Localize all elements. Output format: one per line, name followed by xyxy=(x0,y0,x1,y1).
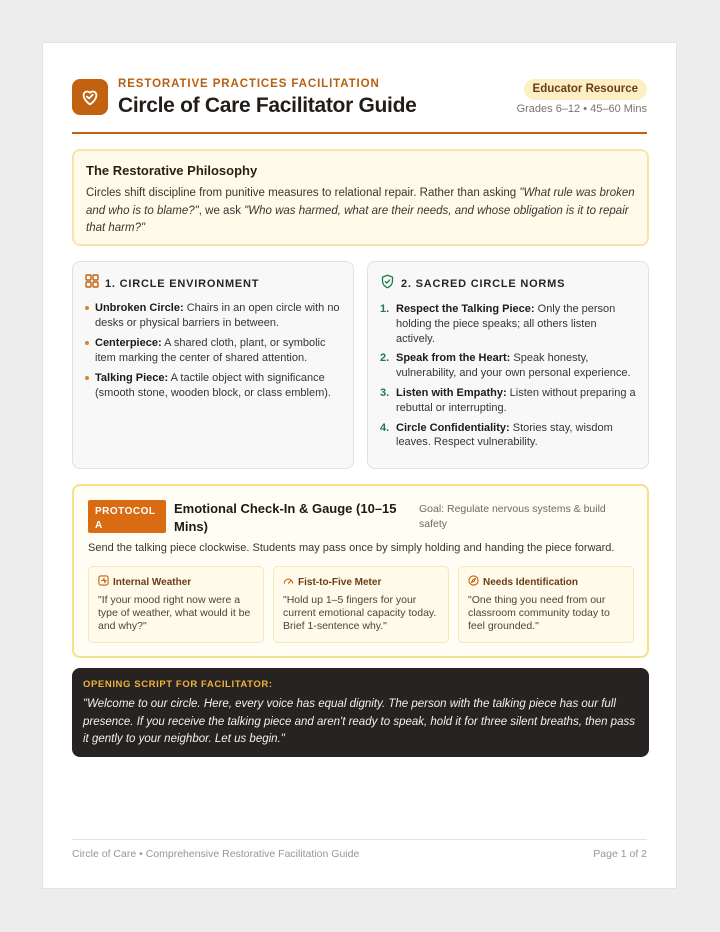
item-text: Chairs in an open circle with no desks or physical barriers in between. xyxy=(95,302,340,329)
philosophy-text-part: , we ask xyxy=(198,204,245,217)
philosophy-text xyxy=(86,185,635,238)
item-text: A tactile object with significance (smooth stone, wooden block, or class emblem). xyxy=(95,372,331,399)
protocol-box xyxy=(72,484,649,658)
item-number: 2. xyxy=(380,352,390,365)
header-eyebrow: RESTORATIVE PRACTICES FACILITATION xyxy=(118,78,380,90)
circle-environment-card xyxy=(72,261,354,469)
item-text: Listen without preparing a rebuttal or interrupting. xyxy=(396,386,636,414)
script-label: OPENING SCRIPT FOR FACILITATOR: xyxy=(83,679,273,690)
shield-check-icon xyxy=(380,274,395,294)
environment-title: 1. CIRCLE ENVIRONMENT xyxy=(105,277,260,290)
document-page xyxy=(42,42,677,889)
item-term: Circle Confidentiality: xyxy=(396,421,510,434)
footer-divider xyxy=(72,839,647,840)
prompt-title: Internal Weather xyxy=(113,576,192,588)
list-item xyxy=(85,301,341,331)
philosophy-text-part: Circles shift discipline from punitive measures to relational repair. Rather than asking xyxy=(86,187,520,199)
prompt-card-internal-weather xyxy=(88,566,264,643)
educator-resource-badge: Educator Resource xyxy=(524,79,647,100)
environment-list xyxy=(85,301,341,401)
protocol-description: Send the talking piece clockwise. Students may pass once by simply holding and handing the piece forward. xyxy=(88,542,615,554)
prompt-card-fist-to-five xyxy=(273,566,449,643)
item-term: Centerpiece: xyxy=(95,337,162,350)
page-title: Circle of Care Facilitator Guide xyxy=(118,94,417,117)
item-number: 3. xyxy=(380,386,390,399)
list-item xyxy=(380,386,636,416)
item-term: Listen with Empathy: xyxy=(396,386,507,399)
philosophy-box xyxy=(72,149,649,246)
list-item xyxy=(380,421,636,451)
norms-title: 2. SACRED CIRCLE NORMS xyxy=(401,278,566,290)
prompt-text: "Hold up 1–5 fingers for your current emotional capacity today. Brief 1-sentence why." xyxy=(283,594,437,632)
grid-icon xyxy=(85,274,99,293)
gauge-icon xyxy=(283,575,294,589)
prompt-text: "One thing you need from our classroom community today to feel grounded." xyxy=(468,594,610,632)
philosophy-title: The Restorative Philosophy xyxy=(86,163,258,178)
protocol-goal: Goal: Regulate nervous systems & build safety xyxy=(419,503,606,530)
compass-icon xyxy=(468,575,479,589)
item-text: A shared cloth, plant, or symbolic item marking the center of shared attention. xyxy=(95,337,326,364)
norms-list xyxy=(380,302,636,450)
philosophy-quote: "What rule was broken and who is to blame?" xyxy=(86,187,635,217)
grade-duration-meta: Grades 6–12 • 45–60 Mins xyxy=(516,103,647,115)
item-number: 1. xyxy=(380,303,390,315)
item-number: 4. xyxy=(380,421,390,434)
footer-title: Circle of Care • Comprehensive Restorative Facilitation Guide xyxy=(72,848,360,860)
list-item xyxy=(380,351,636,381)
list-item xyxy=(85,336,341,366)
prompt-card-needs-identification xyxy=(458,566,634,643)
philosophy-quote: "Who was harmed, what are their needs, and whose obligation is it to repair that harm?" xyxy=(86,204,629,234)
weather-icon xyxy=(98,575,109,589)
item-text: Speak honesty, vulnerability, and your own personal experience. xyxy=(396,352,631,380)
prompt-title: Fist-to-Five Meter xyxy=(298,576,382,588)
list-item xyxy=(380,302,636,346)
heart-hands-icon xyxy=(72,79,108,115)
script-text: "Welcome to our circle. Here, every voice has equal dignity. The person with the talking piece has our full presence. If you receive the talking piece and aren't ready to speak, hold it for three silent breaths, then pass it gently to your neighbor. Let us begin." xyxy=(83,698,635,746)
item-term: Talking Piece: xyxy=(95,372,169,385)
item-text: Stories stay, wisdom leaves. Respect vulnerability. xyxy=(396,421,613,449)
opening-script-box xyxy=(72,668,649,757)
item-text: Only the person holding the piece speaks; all others listen actively. xyxy=(396,303,616,345)
page-number: Page 1 of 2 xyxy=(593,848,647,860)
item-term: Respect the Talking Piece: xyxy=(396,303,535,315)
prompt-title: Needs Identification xyxy=(483,576,579,588)
protocol-tag: PROTOCOL A xyxy=(88,500,166,533)
item-term: Speak from the Heart: xyxy=(396,352,511,365)
protocol-title: Emotional Check-In & Gauge (10–15 Mins) xyxy=(174,501,397,534)
prompt-text: "If your mood right now were a type of weather, what would it be and why?" xyxy=(98,594,251,632)
item-term: Unbroken Circle: xyxy=(95,302,184,314)
circle-norms-card xyxy=(367,261,649,469)
header-divider xyxy=(72,132,647,134)
list-item xyxy=(85,371,341,401)
